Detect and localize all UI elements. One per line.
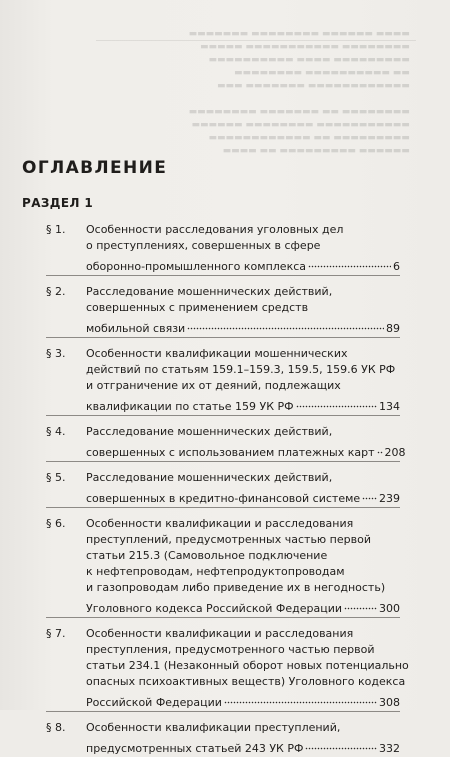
toc-entry-page-number: 308 — [379, 696, 400, 709]
toc-entry-number: § 7. — [46, 627, 66, 640]
toc-entry-number: § 3. — [46, 347, 66, 360]
toc-entry-line: Особенности расследования уголовных дел — [86, 223, 344, 236]
toc-entry-line: Расследование мошеннических действий, — [86, 425, 333, 438]
toc-entry-line: к нефтепроводам, нефтепродуктопроводам — [86, 565, 345, 578]
toc-entry-last-text: квалификации по статье 159 УК РФ — [86, 400, 294, 413]
toc-entry-last-text: предусмотренных статьей 243 УК РФ — [86, 742, 304, 755]
toc-entry-last-line — [86, 316, 400, 335]
toc-entry-page-number: 134 — [379, 400, 400, 413]
toc-entry-line: действий по статьям 159.1–159.3, 159.5, 159.6 УК РФ — [86, 363, 396, 376]
toc-entry-number: § 5. — [46, 471, 66, 484]
toc-entry-last-text: совершенных с использованием платежных карт — [86, 446, 375, 459]
toc-entry-last-text: оборонно-промышленного комплекса — [86, 260, 307, 273]
toc-entry-text — [86, 424, 406, 459]
toc-entry-last-text: совершенных в кредитно-финансовой системе — [86, 492, 361, 505]
toc-entry-line: о преступлениях, совершенных в сфере — [86, 239, 321, 252]
toc-entry-last-line — [86, 440, 406, 459]
dot-leader — [296, 394, 377, 410]
toc-entry-line: Особенности квалификации и расследования — [86, 627, 354, 640]
toc-entry-number: § 8. — [46, 721, 66, 734]
entry-separator — [46, 461, 400, 462]
toc-entry-page-number: 300 — [379, 602, 400, 615]
dot-leader — [308, 254, 391, 270]
toc-entry-last-text: Уголовного кодекса Российской Федерации — [86, 602, 343, 615]
toc-entry-line: и газопроводам либо приведение их в негодность) — [86, 581, 386, 594]
toc-entry-page-number: 332 — [379, 742, 400, 755]
dot-leader — [305, 736, 377, 752]
toc-entry-page-number: 6 — [393, 260, 400, 273]
toc-entry-line: преступлений, предусмотренных частью первой — [86, 533, 371, 546]
toc-entry-line: Расследование мошеннических действий, — [86, 285, 333, 298]
toc-entry-page-number: 208 — [384, 446, 406, 459]
dot-leader — [187, 316, 384, 332]
toc-entry-number: § 1. — [46, 223, 66, 236]
toc-entry-last-text: мобильной связи — [86, 322, 186, 335]
bleed-through-text: ▬▬▬▬ ▬▬▬▬▬▬ ▬▬▬▬▬▬▬▬ ▬▬▬▬▬▬▬ ▬▬▬▬▬▬▬▬ ▬▬▬▬▬▬▬▬▬▬▬ ▬▬▬▬▬ ▬▬▬▬▬▬▬▬▬ ▬▬▬▬ ▬▬▬▬▬▬▬▬▬▬ ▬▬ ▬▬▬▬▬▬▬▬▬▬ ▬▬▬▬▬▬▬▬ ▬▬▬▬▬▬▬▬▬▬▬▬ ▬▬▬▬▬▬▬ ▬▬▬ ▬▬▬▬▬▬▬▬ ▬▬ ▬▬▬▬▬▬▬ ▬▬▬▬▬▬▬▬ ▬▬▬▬▬▬▬▬▬▬▬ ▬▬▬▬▬▬▬▬ ▬▬▬▬▬▬ ▬▬▬▬▬▬▬▬▬ ▬▬ ▬▬▬▬▬▬▬▬▬▬▬▬ ▬▬▬▬▬▬ ▬▬▬▬▬▬▬▬▬ ▬▬ ▬▬▬▬ — [188, 29, 410, 156]
section-heading: РАЗДЕЛ 1 — [22, 196, 94, 210]
toc-entry-page-number: 239 — [379, 492, 400, 505]
entry-separator — [46, 711, 400, 712]
dot-leader — [224, 690, 377, 706]
toc-entry-text — [86, 470, 400, 505]
toc-entry-last-line — [86, 394, 400, 413]
toc-entry-line: Особенности квалификации преступлений, — [86, 721, 341, 734]
toc-entry-last-line — [86, 596, 400, 615]
dot-leader — [362, 486, 377, 502]
toc-entry-number: § 4. — [46, 425, 66, 438]
toc-entry-text — [86, 222, 400, 273]
toc-entry-last-line — [86, 736, 400, 755]
page-title: ОГЛАВЛЕНИЕ — [22, 158, 168, 178]
toc-entry-text — [86, 346, 400, 413]
toc-entry-text — [86, 720, 400, 755]
toc-entry-number: § 6. — [46, 517, 66, 530]
toc-entry-line: совершенных с применением средств — [86, 301, 309, 314]
toc-entry-line: статьи 234.1 (Незаконный оборот новых потенциально — [86, 659, 409, 672]
toc-entry-last-line — [86, 690, 400, 709]
toc-entry-page-number: 89 — [386, 322, 400, 335]
toc-entry-text — [86, 516, 400, 615]
toc-entry-line: преступления, предусмотренного частью первой — [86, 643, 375, 656]
toc-entry-line: и отграничение их от деяний, подлежащих — [86, 379, 341, 392]
toc-entry-last-line — [86, 254, 400, 273]
entry-separator — [46, 617, 400, 618]
toc-entry-last-line — [86, 486, 400, 505]
toc-entry-number: § 2. — [46, 285, 66, 298]
toc-entry-line: Особенности квалификации мошеннических — [86, 347, 348, 360]
toc-entry-line: статьи 215.3 (Самовольное подключение — [86, 549, 328, 562]
dot-leader — [377, 440, 383, 456]
toc-entry-line: Особенности квалификации и расследования — [86, 517, 354, 530]
entry-separator — [46, 275, 400, 276]
toc-entry-text — [86, 626, 409, 709]
toc-entry-line: Расследование мошеннических действий, — [86, 471, 333, 484]
entry-separator — [46, 507, 400, 508]
entry-separator — [46, 415, 400, 416]
toc-entry-last-text: Российской Федерации — [86, 696, 222, 709]
toc-entry-line: опасных психоактивных веществ) Уголовного кодекса — [86, 675, 406, 688]
entry-separator — [46, 337, 400, 338]
dot-leader — [344, 596, 377, 612]
toc-entry-text — [86, 284, 400, 335]
